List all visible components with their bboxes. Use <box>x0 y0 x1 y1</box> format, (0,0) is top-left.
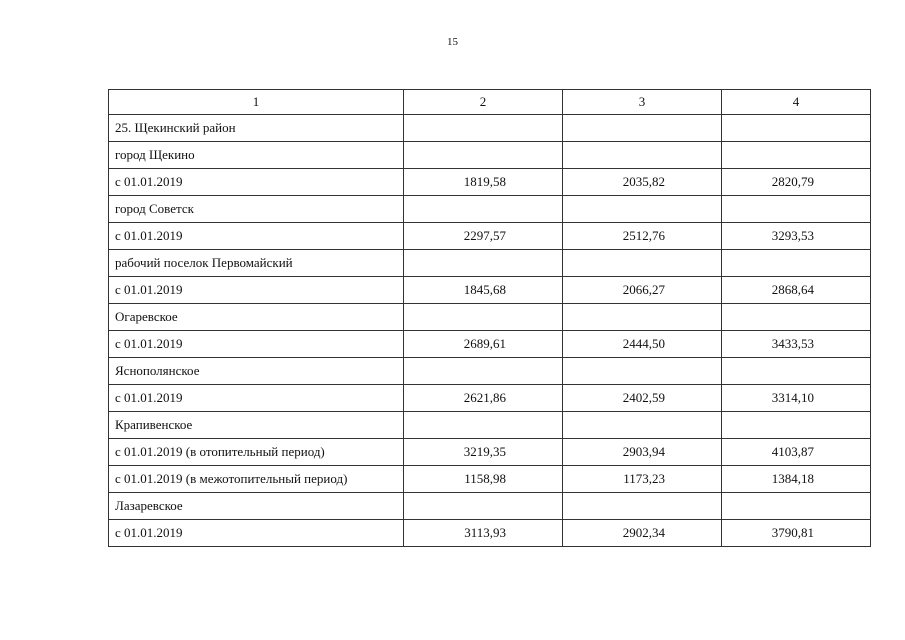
value-cell-col4 <box>722 304 871 331</box>
table-row <box>109 277 871 304</box>
table-row <box>109 223 871 250</box>
row-label-cell: город Щекино <box>109 142 404 169</box>
value-cell-col3 <box>563 493 722 520</box>
value-cell-col4 <box>722 493 871 520</box>
row-label-cell: Яснополянское <box>109 358 404 385</box>
value-cell-col3: 2402,59 <box>563 385 722 412</box>
row-label-cell: с 01.01.2019 <box>109 223 404 250</box>
value-cell-col3 <box>563 250 722 277</box>
table-row <box>109 196 871 223</box>
table-row <box>109 304 871 331</box>
value-cell-col4 <box>722 250 871 277</box>
row-label-cell: 25. Щекинский район <box>109 115 404 142</box>
value-cell-col4: 3433,53 <box>722 331 871 358</box>
value-cell-col2: 3219,35 <box>404 439 563 466</box>
value-cell-col2 <box>404 304 563 331</box>
table-row <box>109 520 871 547</box>
value-cell-col2: 2297,57 <box>404 223 563 250</box>
value-cell-col2 <box>404 412 563 439</box>
row-label-cell: с 01.01.2019 <box>109 520 404 547</box>
value-cell-col2: 1845,68 <box>404 277 563 304</box>
value-cell-col4: 1384,18 <box>722 466 871 493</box>
value-cell-col3: 2902,34 <box>563 520 722 547</box>
row-label-cell: рабочий поселок Первомайский <box>109 250 404 277</box>
value-cell-col3: 2035,82 <box>563 169 722 196</box>
value-cell-col2: 3113,93 <box>404 520 563 547</box>
value-cell-col2 <box>404 358 563 385</box>
table-row <box>109 142 871 169</box>
value-cell-col2 <box>404 250 563 277</box>
tariff-table <box>108 89 871 547</box>
value-cell-col3 <box>563 358 722 385</box>
table-row <box>109 331 871 358</box>
value-cell-col4 <box>722 412 871 439</box>
value-cell-col3 <box>563 142 722 169</box>
row-label-cell: Крапивенское <box>109 412 404 439</box>
value-cell-col3 <box>563 304 722 331</box>
value-cell-col3 <box>563 115 722 142</box>
value-cell-col4 <box>722 196 871 223</box>
value-cell-col4: 3790,81 <box>722 520 871 547</box>
value-cell-col2: 2689,61 <box>404 331 563 358</box>
value-cell-col3: 2066,27 <box>563 277 722 304</box>
column-header-1: 1 <box>109 90 404 115</box>
value-cell-col3 <box>563 412 722 439</box>
value-cell-col2 <box>404 115 563 142</box>
value-cell-col4: 3293,53 <box>722 223 871 250</box>
value-cell-col4: 2820,79 <box>722 169 871 196</box>
row-label-cell: с 01.01.2019 <box>109 385 404 412</box>
row-label-cell: город Советск <box>109 196 404 223</box>
table-row <box>109 169 871 196</box>
value-cell-col4: 2868,64 <box>722 277 871 304</box>
value-cell-col2: 1158,98 <box>404 466 563 493</box>
value-cell-col3 <box>563 196 722 223</box>
value-cell-col3: 2903,94 <box>563 439 722 466</box>
table-row <box>109 439 871 466</box>
row-label-cell: с 01.01.2019 (в межотопительный период) <box>109 466 404 493</box>
value-cell-col2 <box>404 493 563 520</box>
table-row <box>109 385 871 412</box>
row-label-cell: с 01.01.2019 <box>109 331 404 358</box>
value-cell-col2: 2621,86 <box>404 385 563 412</box>
page-number: 15 <box>447 36 458 48</box>
value-cell-col4 <box>722 358 871 385</box>
value-cell-col4: 3314,10 <box>722 385 871 412</box>
value-cell-col3: 2512,76 <box>563 223 722 250</box>
value-cell-col2: 1819,58 <box>404 169 563 196</box>
table-row <box>109 115 871 142</box>
row-label-cell: с 01.01.2019 <box>109 277 404 304</box>
value-cell-col3: 1173,23 <box>563 466 722 493</box>
value-cell-col2 <box>404 142 563 169</box>
table-header-row <box>109 90 871 115</box>
table-row <box>109 412 871 439</box>
table-row <box>109 466 871 493</box>
value-cell-col3: 2444,50 <box>563 331 722 358</box>
column-header-2: 2 <box>404 90 563 115</box>
value-cell-col4 <box>722 115 871 142</box>
table-row <box>109 493 871 520</box>
row-label-cell: Лазаревское <box>109 493 404 520</box>
column-header-4: 4 <box>722 90 871 115</box>
table-row <box>109 250 871 277</box>
table-row <box>109 358 871 385</box>
row-label-cell: с 01.01.2019 <box>109 169 404 196</box>
value-cell-col4: 4103,87 <box>722 439 871 466</box>
row-label-cell: с 01.01.2019 (в отопительный период) <box>109 439 404 466</box>
value-cell-col2 <box>404 196 563 223</box>
row-label-cell: Огаревское <box>109 304 404 331</box>
value-cell-col4 <box>722 142 871 169</box>
column-header-3: 3 <box>563 90 722 115</box>
